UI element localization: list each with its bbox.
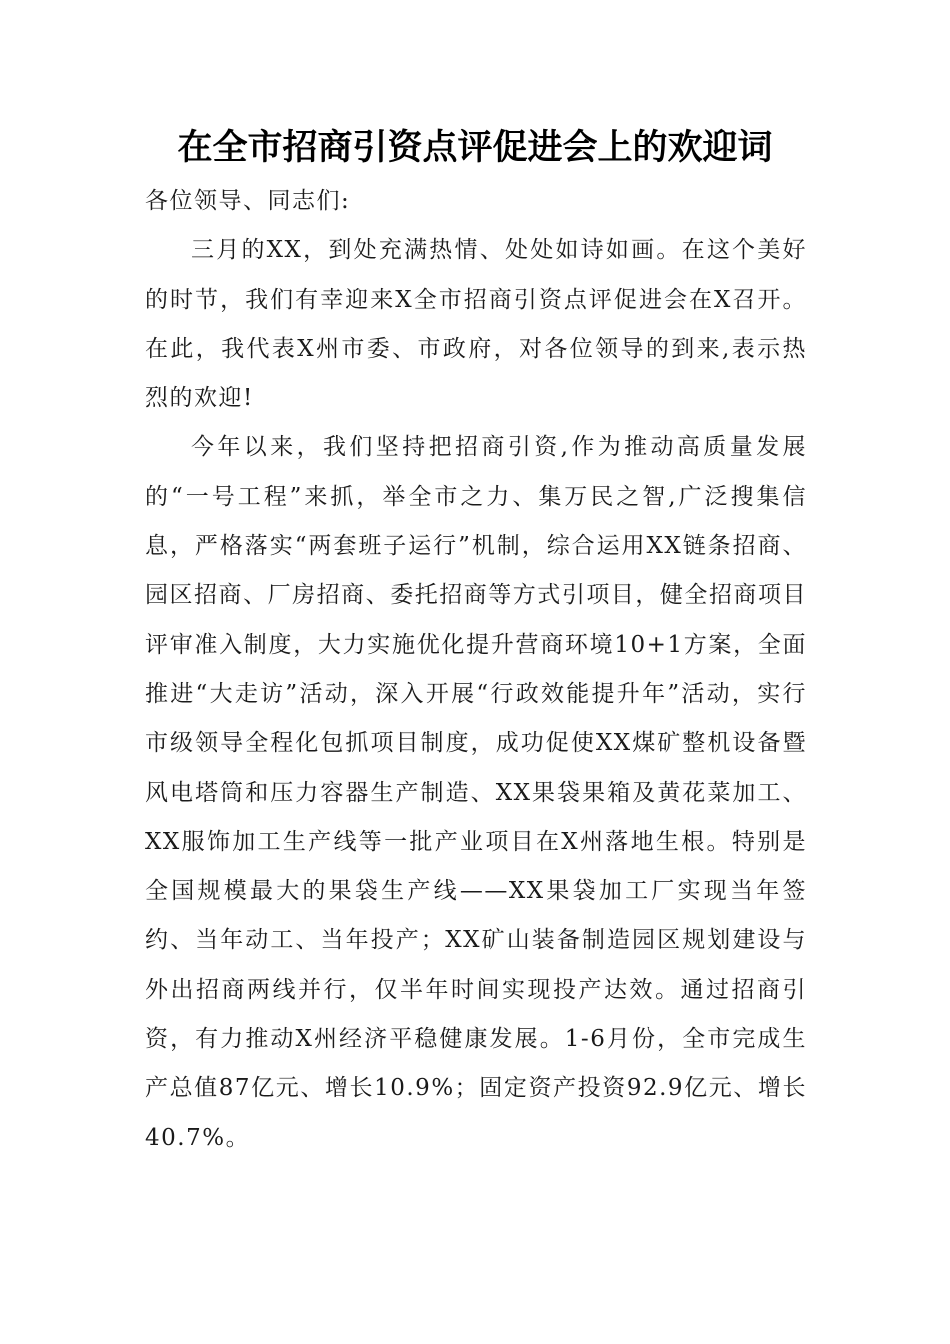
paragraph-achievements: 今年以来，我们坚持把招商引资,作为推动高质量发展的“一号工程”来抓，举全市之力、集万民之智,广泛搜集信息，严格落实“两套班子运行”机制，综合运用XX链条招商、园区招商、厂房招商、委托招商等方式引项目，健全招商项目评审准入制度，大力实施优化提升营商环境10+1方案，全面推进“大走访”活动，深入开展“行政效能提升年”活动，实行市级领导全程化包抓项目制度，成功促使XX煤矿整机设备暨风电塔筒和压力容器生产制造、XX果袋果箱及黄花菜加工、XX服饰加工生产线等一批产业项目在X州落地生根。特别是全国规模最大的果袋生产线——XX果袋加工厂实现当年签约、当年动工、当年投产；XX矿山装备制造园区规划建设与外出招商两线并行，仅半年时间实现投产达效。通过招商引资，有力推动X州经济平稳健康发展。1-6月份，全市完成生产总值87亿元、增长10.9%；固定资产投资92.9亿元、增长40.7%。 <box>145 434 807 1151</box>
paragraph-welcome: 三月的XX，到处充满热情、处处如诗如画。在这个美好的时节，我们有幸迎来X全市招商引资点评促进会在X召开。在此，我代表X州市委、市政府，对各位领导的到来,表示热烈的欢迎! <box>145 237 807 412</box>
document-title: 在全市招商引资点评促进会上的欢迎词 <box>177 127 773 168</box>
salutation: 各位领导、同志们: <box>145 188 351 214</box>
document-body <box>145 177 807 1163</box>
